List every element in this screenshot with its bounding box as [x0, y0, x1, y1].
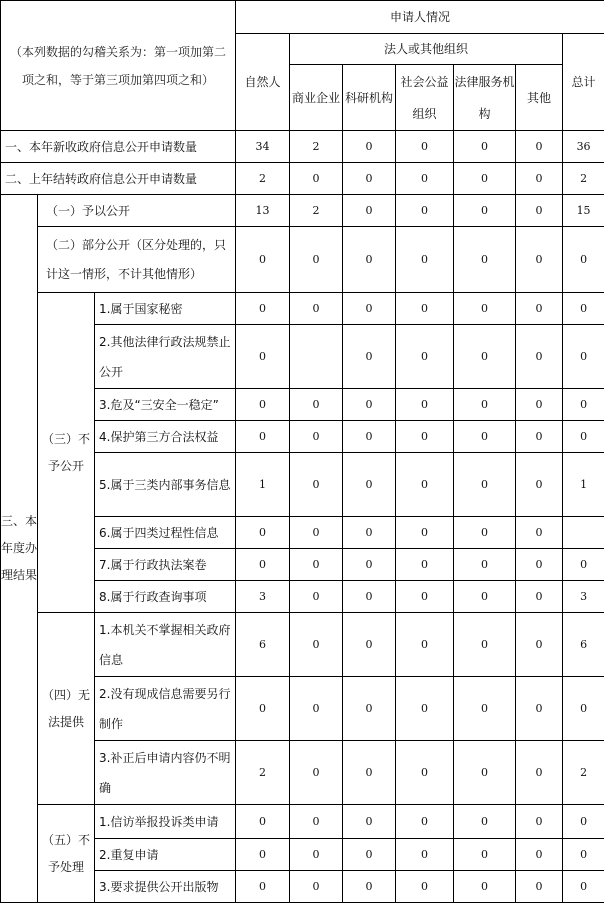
table-row — [1, 195, 604, 227]
cell-value: 0 — [516, 293, 563, 325]
cell-value: 0 — [343, 421, 396, 453]
cell-value: 0 — [516, 581, 563, 613]
cell-value: 0 — [343, 613, 396, 677]
cell-value: 0 — [563, 325, 604, 389]
cell-value — [563, 517, 604, 549]
cell-value: 0 — [236, 421, 290, 453]
cell-value: 3 — [563, 581, 604, 613]
cell-value: 1 — [236, 453, 290, 517]
cell-value: 0 — [396, 871, 454, 903]
cell-value: 0 — [290, 839, 343, 871]
cell-value: 0 — [516, 163, 563, 195]
cell-value: 0 — [343, 325, 396, 389]
cell-value: 0 — [454, 581, 516, 613]
applicant-situation-header: 申请人情况 — [236, 1, 604, 34]
cell-value: 0 — [290, 453, 343, 517]
cell-value: 0 — [396, 581, 454, 613]
table-row — [1, 131, 604, 163]
cell-value: 0 — [290, 613, 343, 677]
row-label: （二）部分公开（区分处理的，只计这一情形，不计其他情形） — [38, 227, 236, 293]
cell-value: 0 — [290, 421, 343, 453]
row-label: 1.属于国家秘密 — [95, 293, 236, 325]
row-label: 3.补正后申请内容仍不明确 — [95, 741, 236, 805]
cell-value: 0 — [343, 677, 396, 741]
cell-value: 0 — [236, 871, 290, 903]
row-label: 2.其他法律行政法规禁止公开 — [95, 325, 236, 389]
cell-value: 0 — [290, 549, 343, 581]
cell-value: 0 — [396, 453, 454, 517]
row-label: 2.没有现成信息需要另行制作 — [95, 677, 236, 741]
row-label: 5.属于三类内部事务信息 — [95, 453, 236, 517]
cell-value: 0 — [563, 421, 604, 453]
row-label: 一、本年新收政府信息公开申请数量 — [1, 131, 236, 163]
table-row — [1, 805, 604, 839]
cell-value: 0 — [516, 421, 563, 453]
cell-value: 2 — [290, 131, 343, 163]
cell-value: 0 — [454, 613, 516, 677]
table-row — [1, 227, 604, 293]
cell-value: 0 — [516, 453, 563, 517]
cell-value: 0 — [396, 131, 454, 163]
row-label: 3.危及“三安全一稳定” — [95, 389, 236, 421]
cell-value: 0 — [290, 517, 343, 549]
cell-value: 0 — [290, 163, 343, 195]
cell-value: 0 — [236, 805, 290, 839]
natural-person-header: 自然人 — [236, 34, 290, 131]
cell-value: 0 — [454, 131, 516, 163]
cell-value: 0 — [290, 227, 343, 293]
cell-value: 0 — [236, 227, 290, 293]
cell-value: 0 — [236, 549, 290, 581]
cell-value: 0 — [343, 549, 396, 581]
cell-value: 0 — [454, 677, 516, 741]
cell-value: 0 — [290, 293, 343, 325]
cell-value: 0 — [454, 805, 516, 839]
subcol-public-welfare-header: 社会公益组织 — [396, 65, 454, 131]
cell-value: 0 — [563, 871, 604, 903]
cell-value: 0 — [396, 389, 454, 421]
cell-value: 0 — [343, 839, 396, 871]
cell-value: 0 — [343, 163, 396, 195]
subcol-business-header: 商业企业 — [290, 65, 343, 131]
cell-value: 0 — [343, 293, 396, 325]
cell-value: 0 — [343, 805, 396, 839]
cell-value: 0 — [396, 677, 454, 741]
cell-value: 0 — [454, 325, 516, 389]
cell-value: 2 — [290, 195, 343, 227]
cell-value: 0 — [454, 227, 516, 293]
cell-value: 2 — [563, 163, 604, 195]
cell-value: 0 — [343, 227, 396, 293]
cell-value: 0 — [396, 163, 454, 195]
subcol-research-header: 科研机构 — [343, 65, 396, 131]
cell-value: 6 — [563, 613, 604, 677]
cell-value: 0 — [343, 453, 396, 517]
cell-value: 0 — [396, 421, 454, 453]
cell-value: 0 — [396, 839, 454, 871]
cell-value: 0 — [454, 871, 516, 903]
cell-value: 0 — [516, 741, 563, 805]
cell-value: 0 — [396, 195, 454, 227]
cell-value: 0 — [563, 549, 604, 581]
cell-value: 0 — [516, 517, 563, 549]
cell-value: 0 — [516, 325, 563, 389]
row-label: 7.属于行政执法案卷 — [95, 549, 236, 581]
cell-value: 0 — [563, 839, 604, 871]
cell-value: 0 — [563, 677, 604, 741]
cell-value: 0 — [516, 613, 563, 677]
cell-value: 0 — [454, 453, 516, 517]
cell-value: 0 — [236, 677, 290, 741]
cell-value: 2 — [236, 741, 290, 805]
cell-value: 0 — [516, 131, 563, 163]
cell-value: 0 — [236, 517, 290, 549]
cell-value: 0 — [290, 741, 343, 805]
cell-value: 0 — [236, 293, 290, 325]
cell-value: 0 — [236, 325, 290, 389]
cell-value: 0 — [396, 293, 454, 325]
row-label: 6.属于四类过程性信息 — [95, 517, 236, 549]
cell-value: 0 — [343, 871, 396, 903]
cell-value: 0 — [290, 677, 343, 741]
cell-value: 0 — [454, 517, 516, 549]
cell-value: 0 — [516, 677, 563, 741]
cell-value: 0 — [454, 389, 516, 421]
cell-value: 0 — [290, 389, 343, 421]
group-four-label: （四）无法提供 — [38, 613, 95, 805]
cell-value: 0 — [563, 805, 604, 839]
table-row — [1, 613, 604, 677]
row-label: 4.保护第三方合法权益 — [95, 421, 236, 453]
cell-value: 2 — [563, 741, 604, 805]
table-row — [1, 293, 604, 325]
relationship-note: （本列数据的勾稽关系为：第一项加第二项之和，等于第三项加第四项之和） — [1, 1, 236, 131]
cell-value: 1 — [563, 453, 604, 517]
cell-value: 0 — [454, 293, 516, 325]
total-header: 总计 — [563, 34, 604, 131]
subcol-legal-service-header: 法律服务机构 — [454, 65, 516, 131]
cell-value: 0 — [454, 839, 516, 871]
cell-value: 0 — [454, 421, 516, 453]
table-row — [1, 163, 604, 195]
row-label: （一）予以公开 — [38, 195, 236, 227]
cell-value: 0 — [563, 227, 604, 293]
cell-value: 0 — [290, 581, 343, 613]
cell-value: 0 — [516, 389, 563, 421]
cell-value: 0 — [563, 293, 604, 325]
cell-value: 0 — [454, 549, 516, 581]
cell-value: 36 — [563, 131, 604, 163]
cell-value: 0 — [236, 389, 290, 421]
group-three-label: （三）不予公开 — [38, 293, 95, 613]
cell-value: 0 — [396, 227, 454, 293]
cell-value: 0 — [516, 871, 563, 903]
subcol-other-header: 其他 — [516, 65, 563, 131]
cell-value: 0 — [516, 549, 563, 581]
row-label: 2.重复申请 — [95, 839, 236, 871]
legal-persons-header: 法人或其他组织 — [290, 34, 563, 65]
cell-value: 0 — [396, 741, 454, 805]
cell-value: 6 — [236, 613, 290, 677]
cell-value — [290, 325, 343, 389]
cell-value: 13 — [236, 195, 290, 227]
cell-value: 0 — [396, 517, 454, 549]
cell-value: 0 — [290, 805, 343, 839]
cell-value: 0 — [454, 195, 516, 227]
cell-value: 0 — [343, 741, 396, 805]
row-label: 二、上年结转政府信息公开申请数量 — [1, 163, 236, 195]
cell-value: 15 — [563, 195, 604, 227]
cell-value: 0 — [343, 389, 396, 421]
section-three-label: 三、本年度办理结果 — [1, 195, 38, 903]
group-five-label: （五）不予处理 — [38, 805, 95, 903]
row-label: 1.信访举报投诉类申请 — [95, 805, 236, 839]
row-label: 1.本机关不掌握相关政府信息 — [95, 613, 236, 677]
row-label: 8.属于行政查询事项 — [95, 581, 236, 613]
row-label: 3.要求提供公开出版物 — [95, 871, 236, 903]
cell-value: 0 — [343, 195, 396, 227]
cell-value: 0 — [563, 389, 604, 421]
cell-value: 0 — [454, 741, 516, 805]
cell-value: 0 — [396, 325, 454, 389]
cell-value: 0 — [396, 613, 454, 677]
cell-value: 2 — [236, 163, 290, 195]
cell-value: 0 — [236, 839, 290, 871]
cell-value: 0 — [290, 871, 343, 903]
cell-value: 0 — [454, 163, 516, 195]
cell-value: 0 — [343, 517, 396, 549]
cell-value: 0 — [516, 805, 563, 839]
cell-value: 3 — [236, 581, 290, 613]
cell-value: 0 — [396, 549, 454, 581]
cell-value: 34 — [236, 131, 290, 163]
cell-value: 0 — [516, 227, 563, 293]
cell-value: 0 — [343, 581, 396, 613]
cell-value: 0 — [516, 839, 563, 871]
cell-value: 0 — [516, 195, 563, 227]
cell-value: 0 — [343, 131, 396, 163]
cell-value: 0 — [396, 805, 454, 839]
